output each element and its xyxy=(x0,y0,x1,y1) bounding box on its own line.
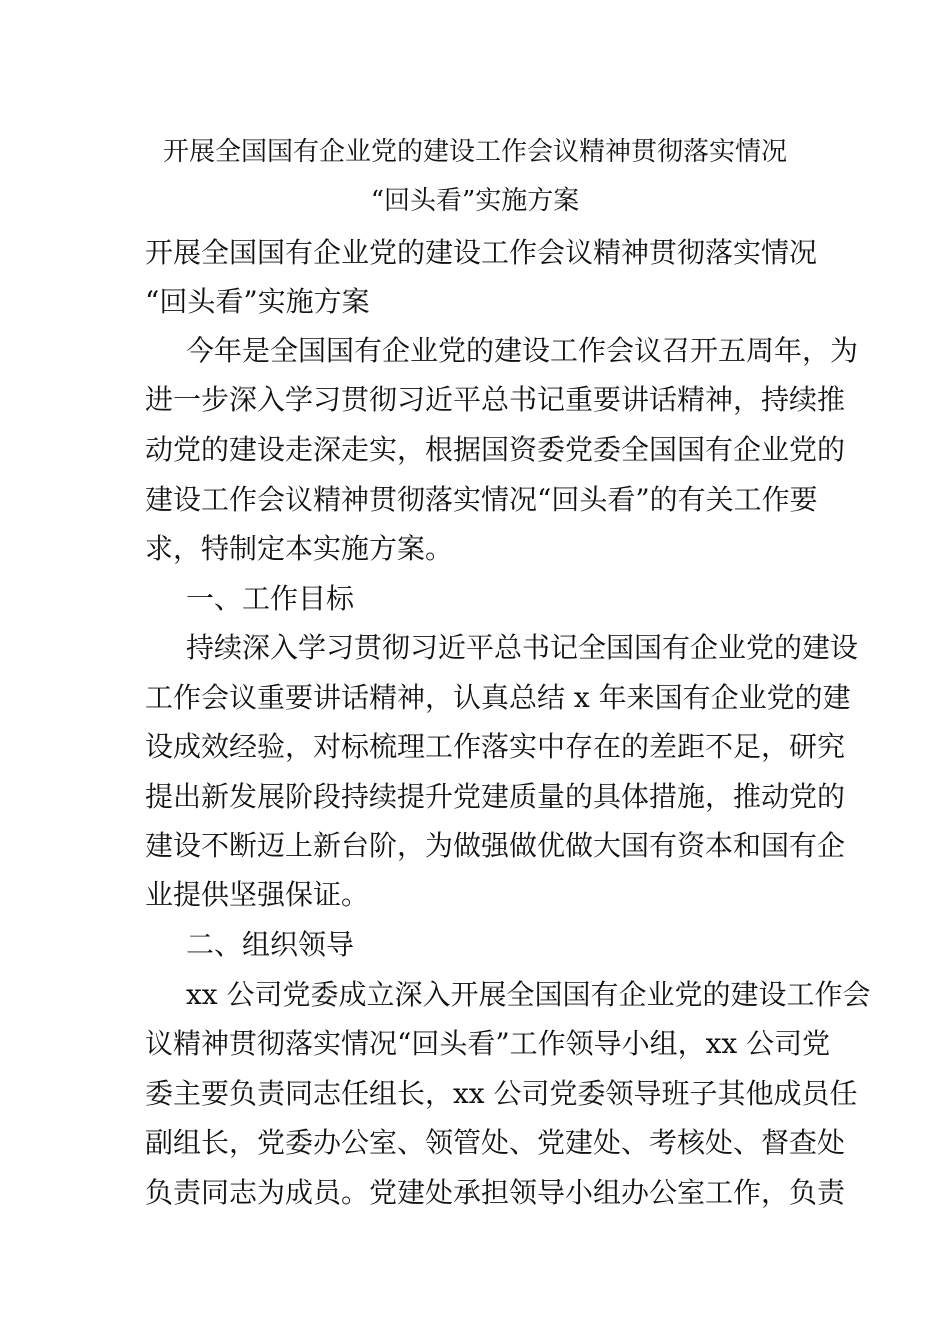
paragraph-goals-line: 业提供坚强保证。 xyxy=(145,878,370,911)
paragraph-intro-line: 今年是全国国有企业党的建设工作会议召开五周年，为 xyxy=(186,334,859,367)
paragraph-leadership-line: xx 公司党委成立深入开展全国国有企业党的建设工作会 xyxy=(186,978,871,1011)
paragraph-intro-line: 进一步深入学习贯彻习近平总书记重要讲话精神，持续推 xyxy=(145,383,846,416)
paragraph-goals-line: 建设不断迈上新台阶，为做强做优做大国有资本和国有企 xyxy=(145,829,846,862)
paragraph-leadership-line: 副组长，党委办公室、领管处、党建处、考核处、督查处 xyxy=(145,1126,846,1159)
body-line: “回头看”实施方案 xyxy=(145,285,370,318)
paragraph-intro-line: 求，特制定本实施方案。 xyxy=(145,532,454,565)
document-title-line-2: “回头看”实施方案 xyxy=(370,186,580,216)
paragraph-intro-line: 动党的建设走深走实，根据国资委党委全国国有企业党的 xyxy=(145,433,846,466)
paragraph-leadership-line: 委主要负责同志任组长，xx 公司党委领导班子其他成员任 xyxy=(145,1077,858,1110)
paragraph-leadership-line: 议精神贯彻落实情况“回头看”工作领导小组，xx 公司党 xyxy=(145,1027,831,1060)
paragraph-goals-line: 设成效经验，对标梳理工作落实中存在的差距不足，研究 xyxy=(145,730,846,763)
paragraph-intro-line: 建设工作会议精神贯彻落实情况“回头看”的有关工作要 xyxy=(145,483,818,516)
body-line: 开展全国国有企业党的建设工作会议精神贯彻落实情况 xyxy=(145,236,818,269)
paragraph-leadership-line: 负责同志为成员。党建处承担领导小组办公室工作，负责 xyxy=(145,1176,846,1209)
paragraph-goals-line: 提出新发展阶段持续提升党建质量的具体措施，推动党的 xyxy=(145,780,846,813)
section-heading-leadership: 二、组织领导 xyxy=(186,928,355,961)
paragraph-goals-line: 持续深入学习贯彻习近平总书记全国国有企业党的建设 xyxy=(186,631,859,664)
document-title-line-1: 开展全国国有企业党的建设工作会议精神贯彻落实情况 xyxy=(162,137,787,167)
section-heading-goals: 一、工作目标 xyxy=(186,582,355,615)
paragraph-goals-line: 工作会议重要讲话精神，认真总结 x 年来国有企业党的建 xyxy=(145,681,851,714)
